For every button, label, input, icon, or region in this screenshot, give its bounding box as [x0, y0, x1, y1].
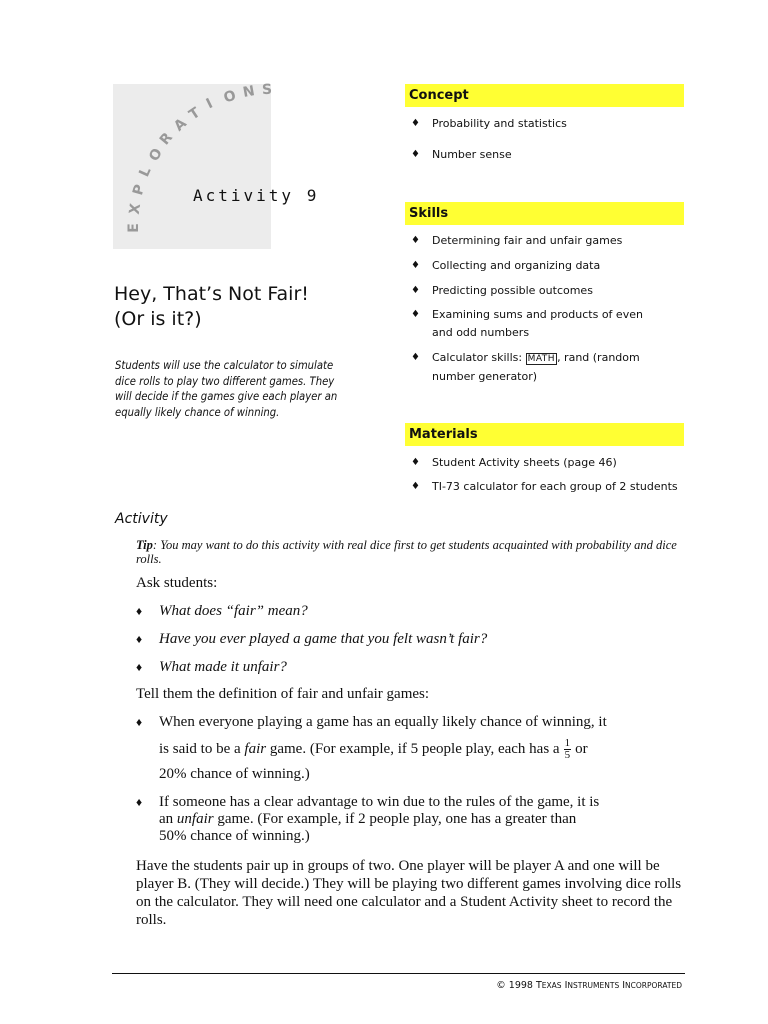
diamond-bullet-icon: ♦: [411, 457, 420, 468]
math-key-icon: MATH: [527, 354, 556, 364]
diamond-bullet-icon: ♦: [411, 235, 420, 246]
diamond-bullet-icon: ♦: [411, 481, 420, 492]
diamond-bullet-icon: ♦: [411, 118, 420, 129]
title-line-2: (Or is it?): [114, 308, 202, 330]
diamond-bullet-icon: ♦: [411, 352, 420, 363]
arc-letter: R: [157, 130, 177, 149]
tip-note: Tip: You may want to do this activity with real dice first to get students acquainted with probability and dice rolls.: [136, 538, 677, 566]
skill-item: ♦ Examining sums and products of even and odd numbers: [411, 308, 643, 339]
diamond-bullet-icon: ♦: [411, 260, 420, 271]
fraction-one-fifth: $\frac{1}{5}$: [564, 737, 571, 761]
skills-heading: Skills: [405, 202, 684, 225]
material-item: ♦ TI-73 calculator for each group of 2 students: [411, 478, 687, 496]
question-item: ♦ What made it unfair?: [136, 659, 287, 675]
diamond-bullet-icon: ♦: [136, 660, 143, 674]
arc-letter: P: [130, 182, 149, 198]
fair-definition: ♦ When everyone playing a game has an equally likely chance of winning, it is said to be a fair game. (For example, if 5 people play, each has a $\frac{1}{5}$ or 20% chance of winning.): [136, 714, 607, 782]
material-item: ♦ Student Activity sheets (page 46): [411, 454, 687, 472]
concept-item: ♦ Number sense: [411, 146, 687, 164]
diamond-bullet-icon: ♦: [136, 715, 143, 729]
diamond-bullet-icon: ♦: [411, 149, 420, 160]
activity-heading: Activity: [115, 511, 168, 527]
arc-letter: E: [125, 223, 142, 233]
arc-letter: A: [170, 115, 190, 136]
diamond-bullet-icon: ♦: [136, 795, 143, 809]
arc-letter: O: [145, 145, 166, 165]
skill-item: ♦ Determining fair and unfair games: [411, 232, 687, 250]
concept-heading: Concept: [405, 84, 684, 107]
arc-letter: I: [203, 95, 215, 113]
closing-paragraph: Have the students pair up in groups of two. One player will be player A and one will be player B. (They will decide.) They will be playing two different games involving dice rolls on the calculator. They will need one calculator and a Student Activity sheet to record the rolls.: [136, 858, 682, 928]
diamond-bullet-icon: ♦: [136, 632, 143, 646]
diamond-bullet-icon: ♦: [136, 604, 143, 618]
title-line-1: Hey, That’s Not Fair!: [114, 283, 309, 305]
page-title: [114, 282, 309, 332]
footer-rule: [112, 973, 685, 974]
summary-text: Students will use the calculator to simulate dice rolls to play two different games. They will decide if the games give each player an equally likely chance of winning.: [115, 359, 338, 419]
diamond-bullet-icon: ♦: [411, 309, 420, 320]
arc-letter: S: [261, 81, 273, 99]
skill-item: ♦ Predicting possible outcomes: [411, 282, 687, 300]
ask-students: Ask students:: [136, 575, 218, 591]
activity-number: Activity 9: [193, 186, 320, 205]
footer-copyright: © 1998 TEXAS INSTRUMENTS INCORPORATED: [496, 980, 682, 991]
skill-item-calculator: ♦ Calculator skills: MATH , rand (random number generator): [411, 351, 640, 383]
arc-letter: N: [241, 83, 257, 101]
skill-item: ♦ Collecting and organizing data: [411, 257, 687, 275]
arc-letter: T: [186, 104, 204, 123]
unfair-definition: ♦ If someone has a clear advantage to win due to the rules of the game, it is an unfair game. (For example, if 2 people play, one has a greater than 50% chance of winning.): [136, 794, 600, 844]
diamond-bullet-icon: ♦: [411, 285, 420, 296]
materials-heading: Materials: [405, 423, 684, 446]
arc-letter: X: [127, 202, 145, 216]
definition-intro: Tell them the definition of fair and unfair games:: [136, 686, 430, 702]
arc-letter: L: [136, 164, 155, 180]
arc-letter: O: [222, 87, 239, 107]
concept-item: ♦ Probability and statistics: [411, 115, 687, 133]
question-item: ♦ What does “fair” mean?: [136, 603, 308, 619]
question-item: ♦ Have you ever played a game that you felt wasn’t fair?: [136, 631, 488, 647]
tip-label: Tip: [136, 538, 153, 552]
